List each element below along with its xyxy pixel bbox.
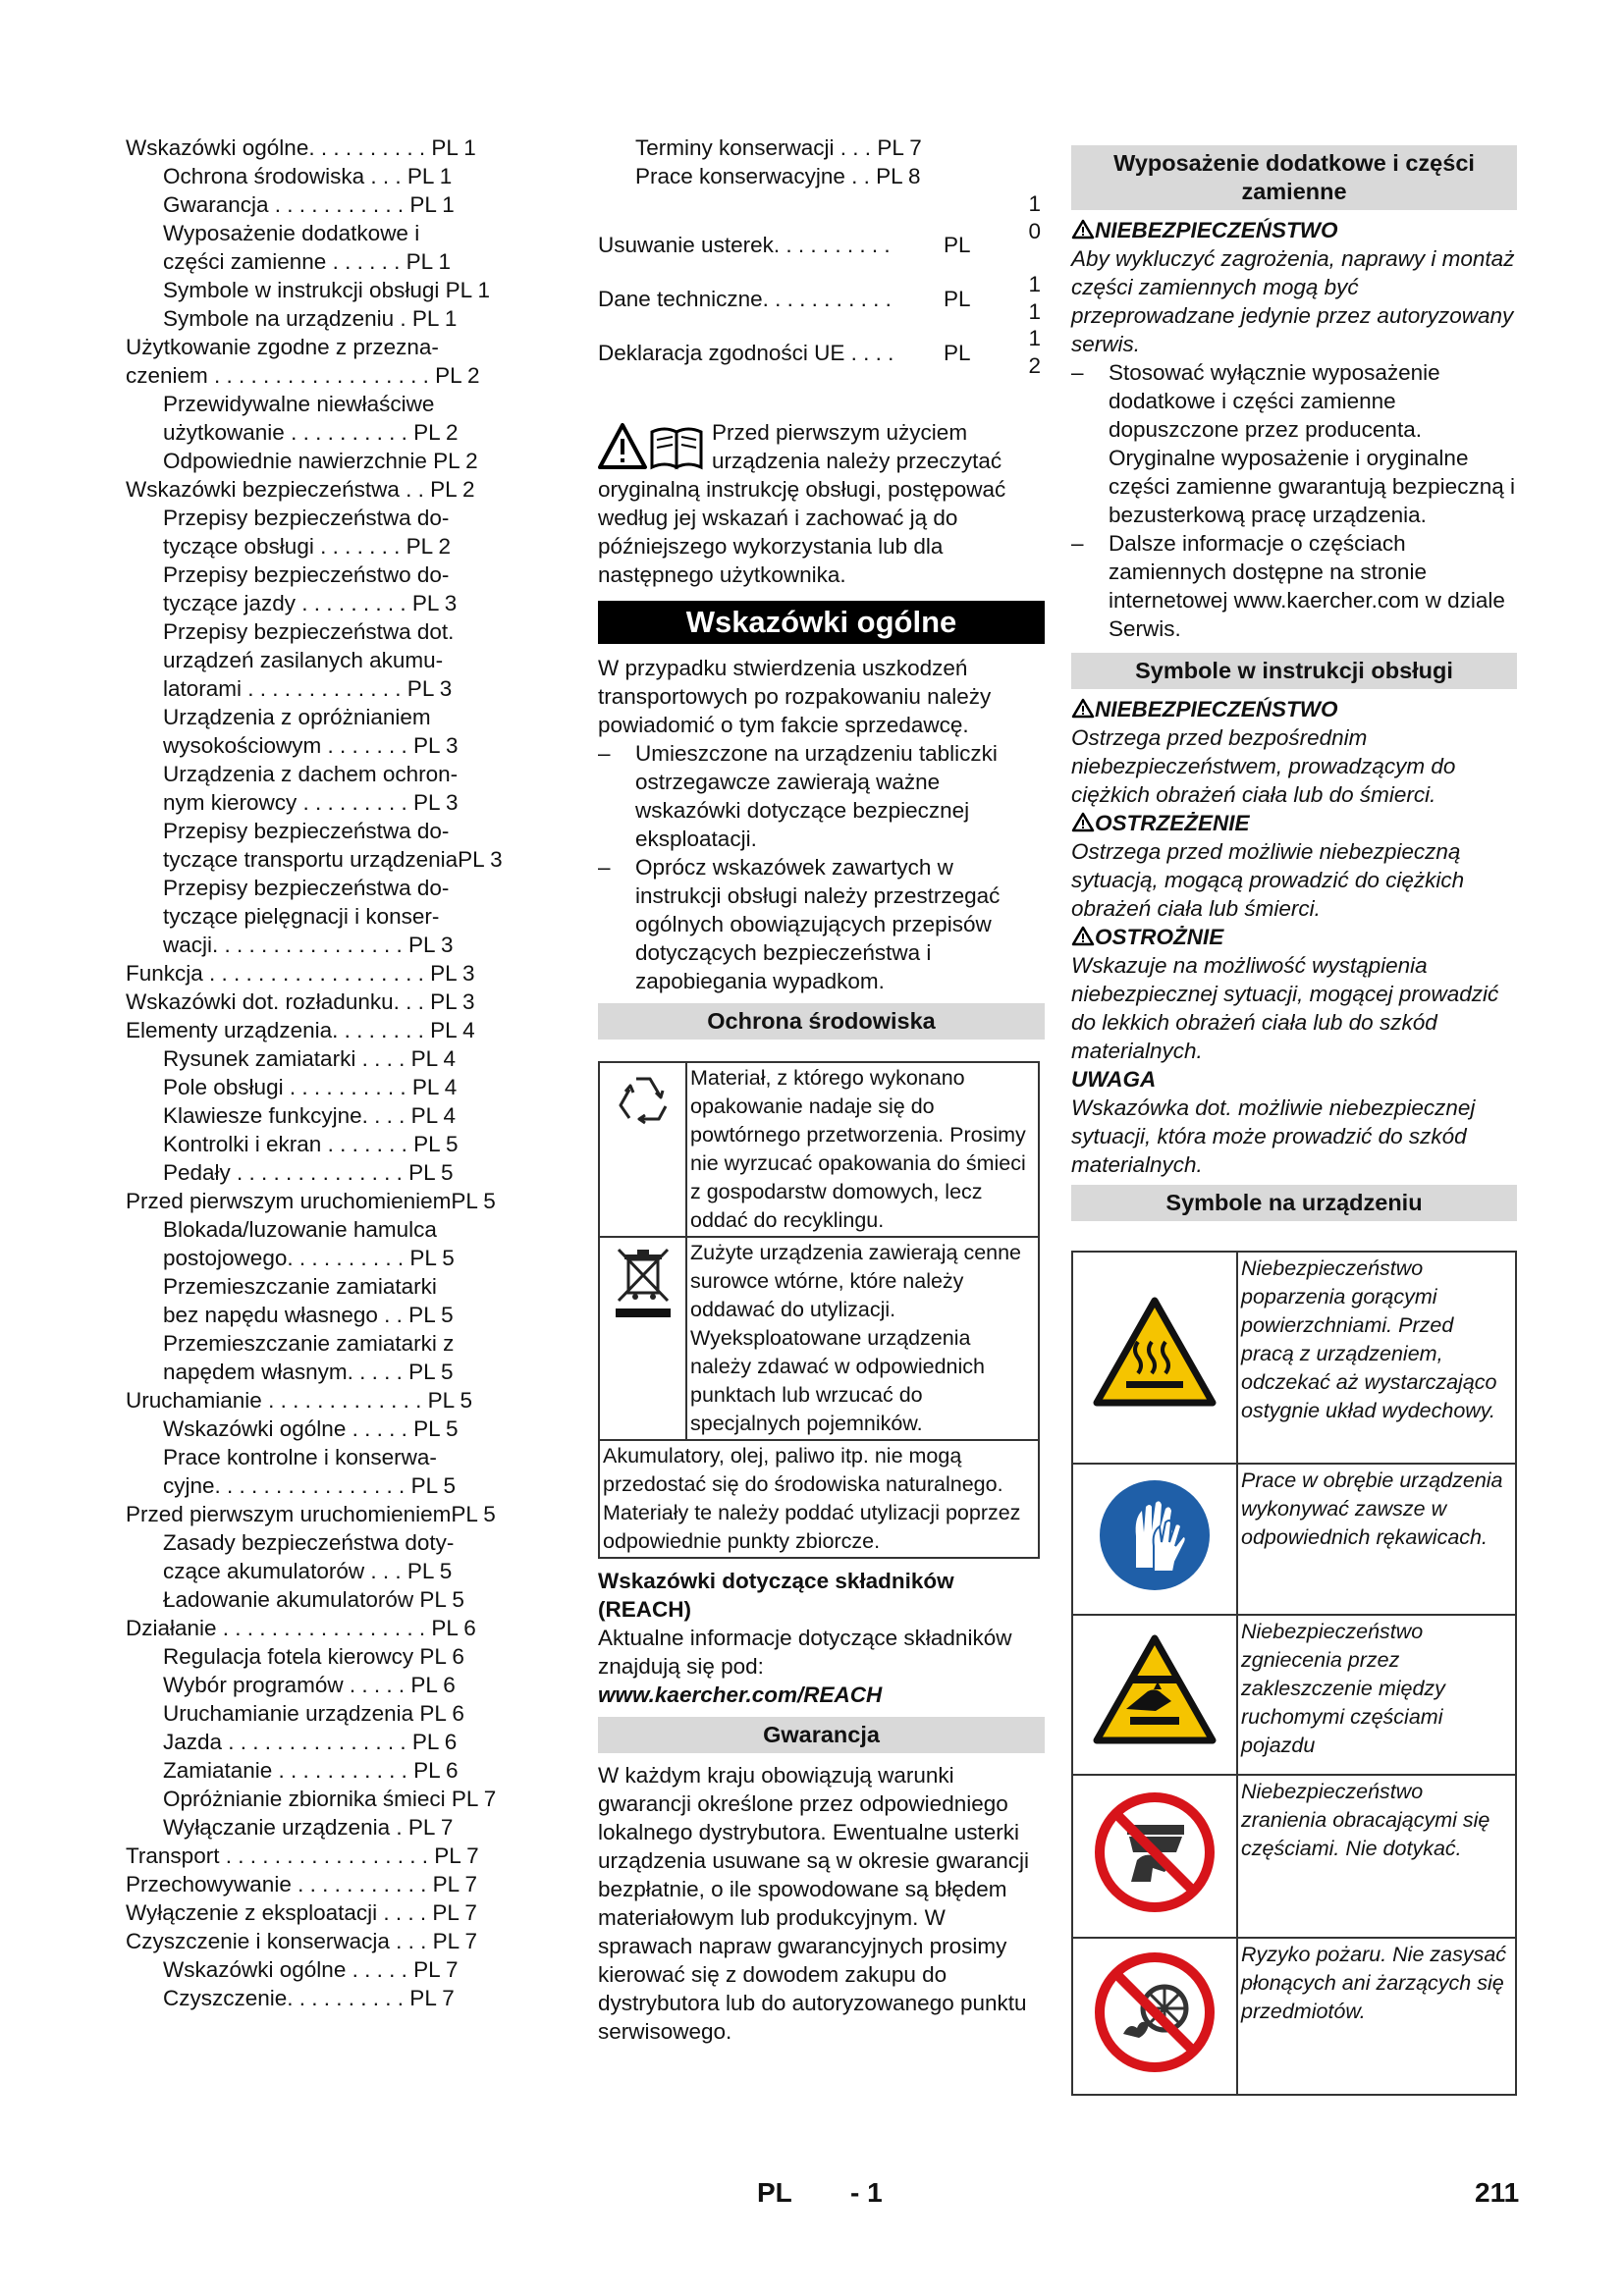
section-heading-environment: Ochrona środowiska [598, 1003, 1045, 1040]
toc-entry[interactable] [126, 1386, 538, 1415]
toc-line: Wskazówki bezpieczeństwa . . PL 2 [126, 477, 475, 502]
bullet-item: – Dalsze informacje o częściach zamiennych dostępne na stronie internetowej www.kaercher.com w dziale Serwis. [1071, 529, 1517, 643]
toc-line: bez napędu własnego . . PL 5 [163, 1303, 454, 1327]
toc-line: Wskazówki ogólne . . . . . PL 7 [163, 1957, 459, 1982]
toc-line: cyjne. . . . . . . . . . . . . . . . PL 5 [163, 1473, 457, 1498]
toc-title: Usuwanie usterek. . . . . . . . . . [598, 233, 891, 257]
toc-line: czeniem . . . . . . . . . . . . . . . . . . PL 2 [126, 363, 480, 388]
toc-entry[interactable] [126, 703, 538, 760]
toc-page: 1 0 [1028, 191, 1041, 243]
toc-entry[interactable] [126, 1528, 538, 1585]
warning-triangle-icon [1071, 219, 1095, 240]
toc-entry[interactable] [126, 1215, 538, 1272]
toc-line: Pedały . . . . . . . . . . . . . . PL 5 [163, 1160, 454, 1185]
toc-line: latorami . . . . . . . . . . . . . PL 3 [163, 676, 453, 701]
symbol-description: Ryzyko pożaru. Nie zasysać płonących ani żarzących się przedmiotów. [1237, 1938, 1516, 2095]
warning-triangle-icon [1071, 812, 1095, 832]
toc-line: wacji. . . . . . . . . . . . . . . . PL 3 [163, 933, 454, 957]
toc-entry[interactable] [126, 447, 538, 475]
toc-line: Przewidywalne niewłaściwe [163, 392, 435, 416]
toc-line: Przepisy bezpieczeństwa do- [163, 876, 450, 900]
toc-entry[interactable] [126, 390, 538, 447]
toc-entry[interactable] [126, 760, 538, 817]
toc-line: Klawiesze funkcyjne. . . . PL 4 [163, 1103, 457, 1128]
toc-line: Urządzenia z opróżnianiem [163, 705, 431, 729]
toc-line: Przechowywanie . . . . . . . . . . . PL 7 [126, 1872, 478, 1896]
toc-entry[interactable] [126, 1728, 538, 1756]
toc-line: Funkcja . . . . . . . . . . . . . . . . . . PL 3 [126, 961, 475, 986]
toc-line: Urządzenia z dachem ochron- [163, 762, 459, 786]
crush-hazard-warning-icon [1072, 1615, 1237, 1775]
toc-line: Wskazówki ogólne. . . . . . . . . . PL 1 [126, 135, 476, 160]
table-row [1072, 1615, 1516, 1775]
toc-line: urządzeń zasilanych akumu- [163, 648, 444, 672]
toc-entry[interactable] [126, 1842, 538, 1870]
table-of-contents [126, 133, 538, 2012]
toc-entry[interactable] [126, 1443, 538, 1500]
toc-entry[interactable] [598, 190, 1045, 271]
toc-line: Przemieszczanie zamiatarki z [163, 1331, 455, 1356]
no-burning-objects-icon [1072, 1938, 1237, 2095]
toc-entry[interactable]: Prace konserwacyjne . . PL 8 [635, 164, 921, 188]
toc-entry[interactable] [598, 325, 1045, 379]
battery-text: Akumulatory, olej, paliwo itp. nie mogą przedostać się do środowiska naturalnego. Materiały te należy poddać utylizacji poprzez odpowiednie punkty zbiorcze. [599, 1440, 1039, 1558]
recycle-icon [599, 1062, 686, 1237]
table-row [1072, 1938, 1516, 2095]
toc-line: Regulacja fotela kierowcy PL 6 [163, 1644, 464, 1669]
toc-entry[interactable] [126, 874, 538, 959]
hot-surface-warning-icon [1072, 1252, 1237, 1464]
warning-triangle-icon [1071, 926, 1095, 946]
toc-entry[interactable] [126, 1870, 538, 1898]
weee-text: Zużyte urządzenia zawierają cenne surowce wtórne, które należy oddawać do utylizacji. Wyeksploatowane urządzenia należy zdawać w odpowiednich punktach lub wrzucać do specjalnych pojemników. [686, 1237, 1039, 1440]
toc-page: 1 1 [1028, 272, 1041, 324]
toc-line: Przepisy bezpieczeństwo do- [163, 562, 450, 587]
section-heading-warranty: Gwarancja [598, 1717, 1045, 1753]
toc-entry[interactable] [126, 1073, 538, 1101]
symbol-label: OSTROŻNIE [1071, 923, 1517, 951]
table-row [599, 1062, 1039, 1237]
toc-entry[interactable] [126, 475, 538, 504]
toc-entry[interactable] [126, 1671, 538, 1699]
toc-line: Transport . . . . . . . . . . . . . . . . . PL 7 [126, 1843, 479, 1868]
toc-line: Zasady bezpieczeństwa doty- [163, 1530, 455, 1555]
symbol-text: Wskazuje na możliwość wystąpienia niebezpiecznej sytuacji, mogącej prowadzić do lekkich obrażeń ciała lub do szkód materialnych. [1071, 953, 1499, 1063]
toc-prefix: PL [944, 287, 971, 311]
table-row [1072, 1775, 1516, 1938]
table-row [599, 1237, 1039, 1440]
toc-entry[interactable] [126, 133, 538, 162]
toc-entry[interactable] [126, 988, 538, 1016]
toc-line: Uruchamianie . . . . . . . . . . . . . PL 5 [126, 1388, 473, 1413]
recycle-text: Materiał, z którego wykonano opakowanie nadaje się do powtórnego przetworzenia. Prosimy nie wyrzucać opakowania do śmieci z gospodarstw domowych, lecz oddać do recyklingu. [686, 1062, 1039, 1237]
toc-line: Ładowanie akumulatorów PL 5 [163, 1587, 464, 1612]
bullet-item: – Stosować wyłącznie wyposażenie dodatkowe i części zamienne dopuszczone przez producenta. Oryginalne wyposażenie i oryginalne części zamienne gwarantują bezpieczną i bezusterkową pracę urządzenia. [1071, 358, 1517, 529]
toc-line: wysokościowym . . . . . . . PL 3 [163, 733, 459, 758]
symbol-description: Niebezpieczeństwo zgniecenia przez zakleszczenie między ruchomymi częściami pojazdu [1237, 1615, 1516, 1775]
toc-entry[interactable] [126, 1187, 538, 1215]
toc-line: Wyposażenie dodatkowe i [163, 221, 420, 245]
toc-line: Wskazówki dot. rozładunku. . . PL 3 [126, 989, 475, 1014]
toc-line: Jazda . . . . . . . . . . . . . . . PL 6 [163, 1730, 458, 1754]
bullet-item: – Oprócz wskazówek zawartych w instrukcji obsługi należy przestrzegać ogólnych obowiązujących przepisów dotyczących bezpieczeństwa i zapobiegania wypadkom. [598, 853, 1045, 995]
toc-entry[interactable] [126, 959, 538, 988]
toc-line: Uruchamianie urządzenia PL 6 [163, 1701, 464, 1726]
symbol-label: OSTRZEŻENIE [1071, 809, 1517, 837]
toc-line: Przed pierwszym uruchomieniemPL 5 [126, 1189, 496, 1213]
footer-language: PL [757, 2177, 792, 2208]
toc-entry[interactable] [126, 162, 538, 190]
toc-entry[interactable] [126, 1785, 538, 1813]
toc-line: Elementy urządzenia. . . . . . . . PL 4 [126, 1018, 475, 1042]
toc-line: tyczące transportu urządzeniaPL 3 [163, 847, 503, 872]
crossed-bin-icon [599, 1237, 686, 1440]
toc-line: Ochrona środowiska . . . PL 1 [163, 164, 453, 188]
table-row [1072, 1252, 1516, 1464]
toc-entry[interactable] [126, 1984, 538, 2012]
intro-notice [598, 418, 1045, 589]
toc-line: Odpowiednie nawierzchnie PL 2 [163, 449, 478, 473]
toc-entry[interactable] [126, 304, 538, 333]
symbol-description: Niebezpieczeństwo poparzenia gorącymi powierzchniami. Przed pracą z urządzeniem, odczekać aż wystarczająco ostygnie układ wydechowy. [1237, 1252, 1516, 1464]
no-touch-rotating-parts-icon [1072, 1775, 1237, 1938]
toc-entry[interactable] [126, 1898, 538, 1927]
toc-line: Wyłączanie urządzenia . PL 7 [163, 1815, 454, 1840]
toc-entry[interactable] [126, 276, 538, 304]
toc-line: tyczące jazdy . . . . . . . . . PL 3 [163, 591, 458, 615]
toc-entry[interactable] [126, 1016, 538, 1044]
section-heading-symbols-manual: Symbole w instrukcji obsługi [1071, 653, 1517, 689]
table-row [1072, 1464, 1516, 1615]
toc-line: Pole obsługi . . . . . . . . . . PL 4 [163, 1075, 458, 1099]
bullet-item: – Umieszczone na urządzeniu tabliczki ostrzegawcze zawierają ważne wskazówki dotyczące bezpiecznej eksploatacji. [598, 739, 1045, 853]
symbol-text: Ostrzega przed możliwie niebezpieczną sytuacją, mogącą prowadzić do ciężkich obrażeń ciała lub śmierci. [1071, 839, 1465, 921]
symbols-manual-list [1071, 695, 1517, 1179]
protective-gloves-icon [1072, 1464, 1237, 1615]
toc-entry[interactable] [126, 561, 538, 617]
toc-title: Deklaracja zgodności UE . . . . [598, 341, 894, 365]
toc-entry[interactable] [126, 1101, 538, 1130]
symbol-text: Ostrzega przed bezpośrednim niebezpieczeństwem, prowadzącym do ciężkich obrażeń ciała lub do śmierci. [1071, 725, 1456, 807]
toc-line: Wybór programów . . . . . PL 6 [163, 1673, 456, 1697]
toc-entry[interactable] [126, 219, 538, 276]
toc-line: Działanie . . . . . . . . . . . . . . . . . PL 6 [126, 1616, 476, 1640]
toc-line: Opróżnianie zbiornika śmieci PL 7 [163, 1787, 497, 1811]
toc-line: części zamienne . . . . . . PL 1 [163, 249, 452, 274]
symbols-device-table [1071, 1251, 1517, 2096]
section-heading-symbols-device: Symbole na urządzeniu [1071, 1185, 1517, 1221]
toc-entry[interactable] [126, 1585, 538, 1614]
toc-prefix: PL [944, 341, 971, 365]
toc-entry[interactable] [126, 1614, 538, 1642]
toc-line: Czyszczenie. . . . . . . . . . PL 7 [163, 1986, 455, 2010]
toc-continuation [598, 133, 1045, 379]
warning-triangle-icon [1071, 698, 1095, 719]
toc-prefix: PL [944, 233, 971, 257]
toc-line: Prace kontrolne i konserwa- [163, 1445, 437, 1469]
toc-line: Przed pierwszym uruchomieniemPL 5 [126, 1502, 496, 1526]
toc-line: Czyszczenie i konserwacja . . . PL 7 [126, 1929, 478, 1953]
toc-line: Użytkowanie zgodne z przezna- [126, 335, 439, 359]
toc-entry[interactable] [126, 1415, 538, 1443]
toc-line: użytkowanie . . . . . . . . . . PL 2 [163, 420, 459, 445]
environment-table [598, 1061, 1040, 1559]
reach-link[interactable]: www.kaercher.com/REACH [598, 1682, 883, 1707]
toc-line: Przepisy bezpieczeństwa dot. [163, 619, 455, 644]
toc-line: napędem własnym. . . . . PL 5 [163, 1360, 454, 1384]
toc-title: Dane techniczne. . . . . . . . . . . [598, 287, 892, 311]
toc-entry[interactable] [126, 1955, 538, 1984]
footer-page-code: - 1 [850, 2177, 883, 2208]
toc-line: Gwarancja . . . . . . . . . . . PL 1 [163, 192, 455, 217]
toc-line: nym kierowcy . . . . . . . . . PL 3 [163, 790, 459, 815]
toc-line: Blokada/luzowanie hamulca [163, 1217, 437, 1242]
intro-text: Przed pierwszym użyciem urządzenia należy przeczytać oryginalną instrukcję obsługi, postępować według jej wskazań i zachować ją do późniejszego wykorzystania lub dla następnego użytkownika. [598, 420, 1006, 587]
toc-entry[interactable] [126, 1699, 538, 1728]
section-heading-general: Wskazówki ogólne [598, 601, 1045, 644]
toc-entry[interactable] [126, 1500, 538, 1528]
symbol-description: Niebezpieczeństwo zranienia obracającymi się częściami. Nie dotykać. [1237, 1775, 1516, 1938]
toc-entry[interactable] [126, 817, 538, 874]
toc-page: 1 2 [1028, 326, 1041, 378]
danger-text: Aby wykluczyć zagrożenia, naprawy i montaż części zamiennych mogą być przeprowadzane jedynie przez autoryzowany serwis. [1071, 246, 1515, 356]
toc-line: tyczące pielęgnacji i konser- [163, 904, 440, 929]
middle-column [598, 133, 1045, 2046]
toc-entry[interactable] [126, 1329, 538, 1386]
toc-entry[interactable] [126, 1044, 538, 1073]
symbol-text: Wskazówka dot. możliwie niebezpiecznej sytuacji, która może prowadzić do szkód materialnych. [1071, 1095, 1476, 1177]
warning-and-manual-icon [598, 422, 706, 473]
general-paragraph: W przypadku stwierdzenia uszkodzeń transportowych po rozpakowaniu należy powiadomić o tym fakcie sprzedawcę. [598, 656, 992, 737]
section-heading-accessories: Wyposażenie dodatkowe i części zamienne [1071, 145, 1517, 210]
toc-line: Przepisy bezpieczeństwa do- [163, 506, 450, 530]
danger-label: NIEBEZPIECZEŃSTWO [1071, 216, 1517, 244]
toc-entry[interactable] [126, 1642, 538, 1671]
toc-line: Przepisy bezpieczeństwa do- [163, 819, 450, 843]
reach-text: Aktualne informacje dotyczące składników znajdują się pod: [598, 1626, 1012, 1679]
toc-line: postojowego. . . . . . . . . . PL 5 [163, 1246, 455, 1270]
toc-entry[interactable] [126, 504, 538, 561]
toc-entry[interactable] [126, 1813, 538, 1842]
toc-entry[interactable] [126, 1130, 538, 1158]
symbol-label: UWAGA [1071, 1067, 1157, 1092]
toc-entry[interactable] [126, 190, 538, 219]
toc-line: Kontrolki i ekran . . . . . . . PL 5 [163, 1132, 459, 1156]
toc-line: czące akumulatorów . . . PL 5 [163, 1559, 453, 1583]
reach-heading: Wskazówki dotyczące składników (REACH) [598, 1569, 954, 1622]
footer-page-number: 211 [1475, 2177, 1520, 2208]
right-column [1071, 145, 1517, 2096]
toc-entry[interactable] [126, 1756, 538, 1785]
toc-entry[interactable] [598, 271, 1045, 325]
toc-entry[interactable] [126, 617, 538, 703]
warranty-text: W każdym kraju obowiązują warunki gwarancji określone przez odpowiedniego lokalnego dystrybutora. Ewentualne usterki urządzenia usuwane są w okresie gwarancji bezpłatnie, o ile spowodowane są błędem materiałowym lub produkcyjnym. W sprawach napraw gwarancyjnych prosimy kierować się z dowodem zakupu do dystrybutora lub do autoryzowanego punktu serwisowego. [598, 1763, 1029, 2044]
toc-line: Rysunek zamiatarki . . . . PL 4 [163, 1046, 457, 1071]
toc-line: Wyłączenie z eksploatacji . . . . PL 7 [126, 1900, 477, 1925]
symbol-label: NIEBEZPIECZEŃSTWO [1071, 695, 1517, 723]
toc-line: Przemieszczanie zamiatarki [163, 1274, 437, 1299]
toc-line: Wskazówki ogólne . . . . . PL 5 [163, 1416, 459, 1441]
toc-line: tyczące obsługi . . . . . . . PL 2 [163, 534, 452, 559]
toc-entry[interactable] [126, 333, 538, 390]
toc-entry[interactable] [126, 1927, 538, 1955]
toc-entry[interactable] [126, 1158, 538, 1187]
toc-entry[interactable] [126, 1272, 538, 1329]
toc-line: Symbole w instrukcji obsługi PL 1 [163, 278, 491, 302]
toc-entry[interactable]: Terminy konserwacji . . . PL 7 [635, 135, 922, 160]
toc-line: Zamiatanie . . . . . . . . . . . PL 6 [163, 1758, 459, 1783]
symbol-description: Prace w obrębie urządzenia wykonywać zawsze w odpowiednich rękawicach. [1237, 1464, 1516, 1615]
table-row [599, 1440, 1039, 1558]
toc-line: Symbole na urządzeniu . PL 1 [163, 306, 458, 331]
